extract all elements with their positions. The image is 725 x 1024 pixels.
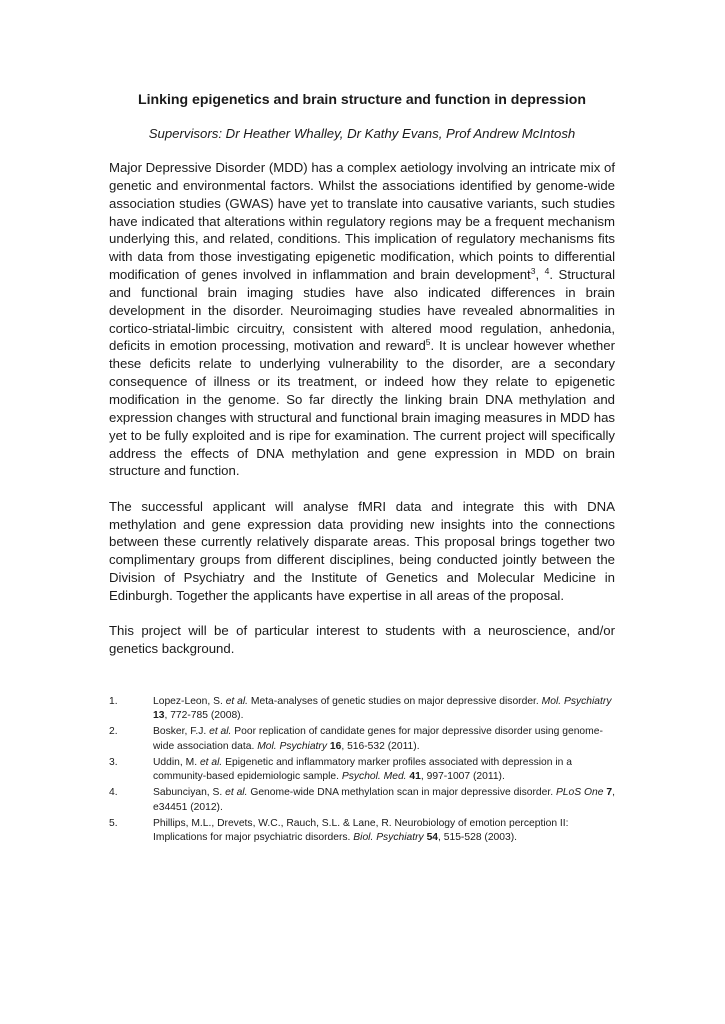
reference-journal: Mol. Psychiatry: [257, 740, 327, 752]
reference-etal: et al.: [209, 726, 232, 738]
reference-authors: Phillips, M.L., Drevets, W.C., Rauch, S.L. & Lane, R. Neurobiology of emotion perception II: Implications for major psychiatric disorders.: [153, 817, 569, 844]
reference-title: Meta-analyses of genetic studies on major depressive disorder.: [248, 695, 542, 707]
reference-journal: Biol. Psychiatry: [353, 832, 424, 844]
reference-pages: , 772-785 (2008).: [164, 710, 244, 722]
reference-journal: PLoS One: [555, 787, 604, 799]
paragraph-1-text-b: . Structural and functional brain imaging studies have also indicated differences in brain development in the disorder. Neuroimaging studies have revealed abnormalities in cortico-striatal-limbic circuitry, consistent with altered mood regulation, anhedonia, deficits in emotion processing, motivation and reward: [109, 267, 615, 354]
citation-4: 4: [544, 266, 550, 277]
reference-etal: et al.: [199, 756, 223, 768]
reference-item: [109, 725, 615, 754]
reference-authors: Lopez-Leon, S.: [153, 695, 226, 707]
reference-pages: , e34451 (2012).: [153, 787, 615, 813]
reference-item: [109, 695, 615, 724]
reference-authors: Sabunciyan, S.: [153, 787, 226, 799]
reference-item: [109, 786, 615, 815]
reference-volume: 41: [409, 771, 421, 783]
reference-number: 1.: [109, 695, 118, 707]
citation-5: 5: [425, 337, 431, 348]
reference-text: [153, 756, 615, 785]
reference-volume: 54: [426, 832, 439, 844]
paragraph-1-text-a: Major Depressive Disorder (MDD) has a complex aetiology involving an intricate mix of genetic and environmental factors. Whilst the associations identified by genome-wide association studies (GWAS) have yet to translate into causative variants, such studies have indicated that alterations within regulatory regions may be a frequent mechanism underlying this, and related, conditions. This implication of regulatory mechanisms fits with data from those investigating epigenetic modification, which points to differential modification of genes involved in inflammation and brain development: [109, 160, 615, 283]
reference-title: Genome-wide DNA methylation scan in major depressive disorder.: [247, 787, 556, 799]
paragraph-1-text-c: . It is unclear however whether these deficits relate to underlying vulnerability to the disorder, are a secondary consequence of illness or its treatment, or indeed how they relate to epigenetic modification in the genome. So far directly the linking brain DNA methylation and expression changes with structural and functional brain imaging measures in MDD has yet to be fully exploited and is ripe for examination. The current project will specifically address the effects of DNA methylation and gene expression in MDD on brain structure and function.: [109, 338, 615, 479]
reference-authors: Bosker, F.J.: [153, 726, 210, 738]
reference-number: 5.: [109, 817, 118, 829]
reference-text: [153, 695, 615, 724]
reference-volume: 7: [606, 787, 613, 799]
reference-journal: Psychol. Med.: [341, 771, 407, 783]
supervisors-line: Supervisors: Dr Heather Whalley, Dr Kathy Evans, Prof Andrew McIntosh: [148, 126, 576, 141]
reference-pages: , 997-1007 (2011).: [420, 771, 505, 783]
reference-volume: 13: [153, 710, 165, 722]
reference-list: [109, 695, 615, 846]
reference-title: Poor replication of candidate genes for major depressive disorder using genome-wide association data.: [153, 726, 603, 752]
body-paragraph-3: This project will be of particular interest to students with a neuroscience, and/or genetics background.: [109, 623, 615, 657]
reference-title: Epigenetic and inflammatory marker profiles associated with depression in a community-based epidemiologic sample.: [153, 756, 572, 783]
body-paragraph-1: [109, 159, 615, 480]
reference-volume: 16: [329, 740, 342, 752]
reference-etal: et al.: [225, 787, 248, 799]
document-title: Linking epigenetics and brain structure and function in depression: [138, 91, 586, 107]
reference-text: [153, 786, 615, 815]
reference-etal: et al.: [225, 695, 249, 707]
reference-item: [109, 817, 615, 846]
reference-number: 4.: [109, 787, 118, 799]
reference-pages: , 516-532 (2011).: [341, 740, 420, 752]
citation-separator: ,: [535, 267, 545, 283]
reference-number: 2.: [109, 726, 118, 738]
citation-3: 3: [530, 266, 536, 277]
reference-item: [109, 756, 615, 785]
reference-journal: Mol. Psychiatry: [541, 695, 612, 707]
reference-authors: Uddin, M.: [153, 756, 200, 768]
reference-number: 3.: [109, 756, 118, 768]
reference-text: [153, 725, 615, 754]
reference-text: [153, 817, 615, 846]
body-paragraph-2: The successful applicant will analyse fMRI data and integrate this with DNA methylation and gene expression data providing new insights into the connections between these currently relatively disparate areas. This proposal brings together two complimentary groups from different disciplines, being conducted jointly between the Division of Psychiatry and the Institute of Genetics and Molecular Medicine in Edinburgh. Together the applicants have expertise in all areas of the proposal.: [109, 498, 615, 603]
reference-pages: , 515-528 (2003).: [438, 832, 518, 844]
